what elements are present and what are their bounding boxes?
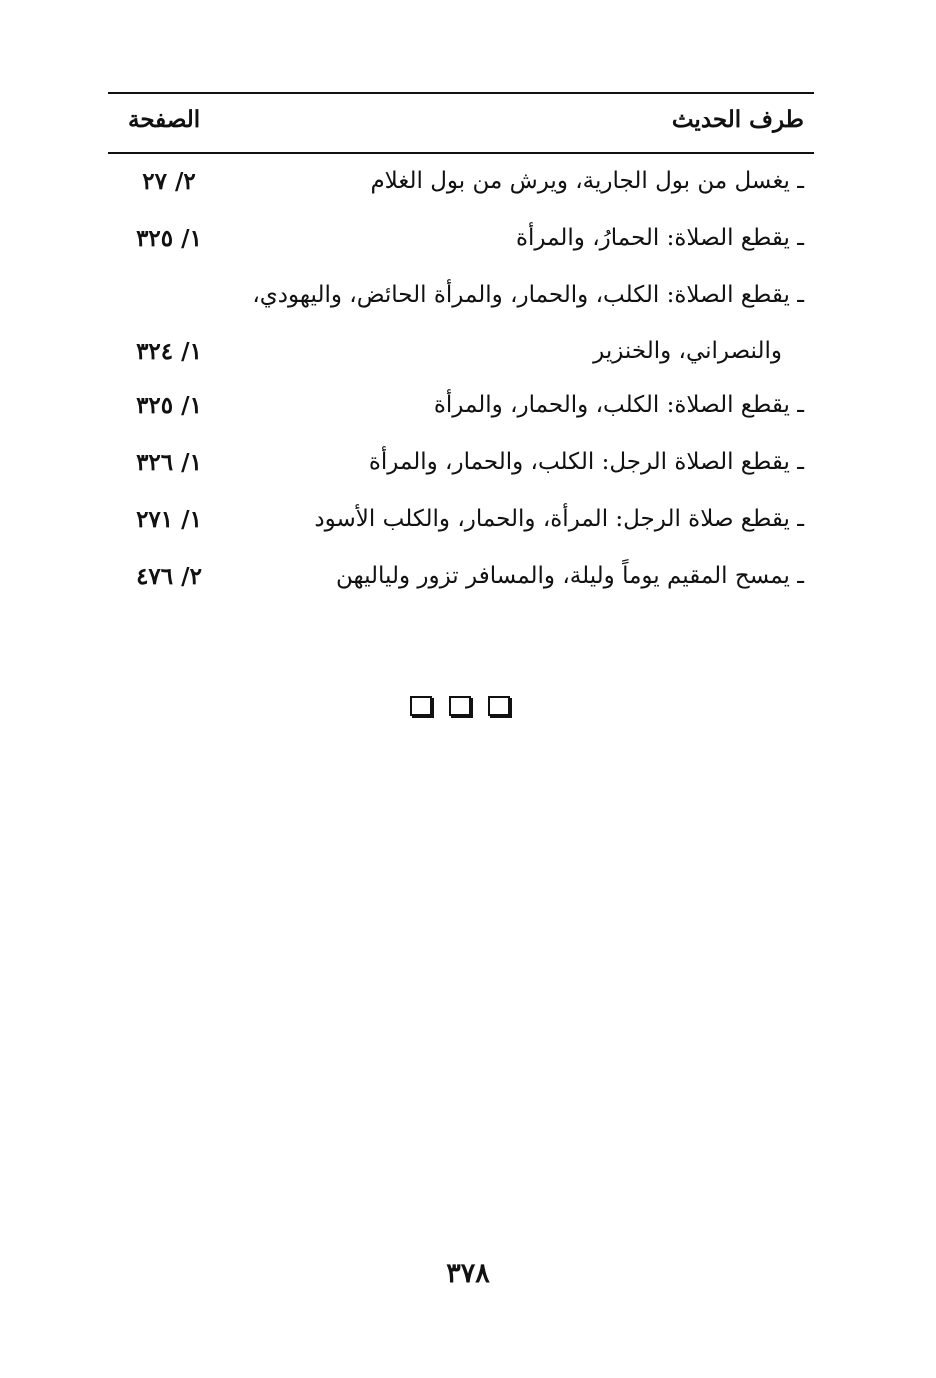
- ornament-square-icon: [449, 696, 471, 716]
- ornament-square-icon: [410, 696, 432, 716]
- hadith-text: ـ يقطع الصلاة: الكلب، والحمار، والمرأة الحائض، واليهودي،: [252, 282, 804, 308]
- table-row: [108, 282, 814, 370]
- header-rule: [108, 152, 814, 154]
- section-end-ornament: [410, 696, 510, 720]
- table-row: [108, 168, 814, 202]
- table-header: [108, 100, 814, 144]
- table-row: [108, 449, 814, 483]
- hadith-text: ـ يقطع صلاة الرجل: المرأة، والحمار، والكلب الأسود: [314, 506, 804, 532]
- hadith-text: ـ يقطع الصلاة: الكلب، والحمار، والمرأة: [433, 392, 804, 418]
- column-header-page: الصفحة: [128, 106, 201, 133]
- page-reference: ١/ ٣٢٥: [136, 225, 202, 252]
- page-reference: ١/ ٣٢٦: [136, 449, 202, 476]
- page-reference: ٢/ ٤٧٦: [136, 563, 202, 590]
- page-reference: ١/ ٣٢٤: [136, 338, 202, 365]
- page-reference: ٢/ ٢٧: [142, 168, 196, 195]
- hadith-text: ـ يغسل من بول الجارية، ويرش من بول الغلام: [370, 168, 804, 194]
- hadith-text: ـ يقطع الصلاة الرجل: الكلب، والحمار، والمرأة: [368, 449, 804, 475]
- top-rule: [108, 92, 814, 94]
- table-row: [108, 506, 814, 540]
- hadith-text-continuation: والنصراني، والخنزير: [593, 338, 782, 364]
- ornament-square-icon: [488, 696, 510, 716]
- page-reference: ١/ ٣٢٥: [136, 392, 202, 419]
- page-number: ٣٧٨: [446, 1258, 490, 1289]
- page-reference: ١/ ٢٧١: [136, 506, 202, 533]
- table-row: [108, 563, 814, 597]
- table-row: [108, 392, 814, 426]
- hadith-text: ـ يقطع الصلاة: الحمارُ، والمرأة: [515, 225, 804, 251]
- hadith-text: ـ يمسح المقيم يوماً وليلة، والمسافر تزور ولياليهن: [335, 563, 804, 589]
- table-row: [108, 225, 814, 259]
- column-header-hadith: طرف الحديث: [671, 106, 804, 133]
